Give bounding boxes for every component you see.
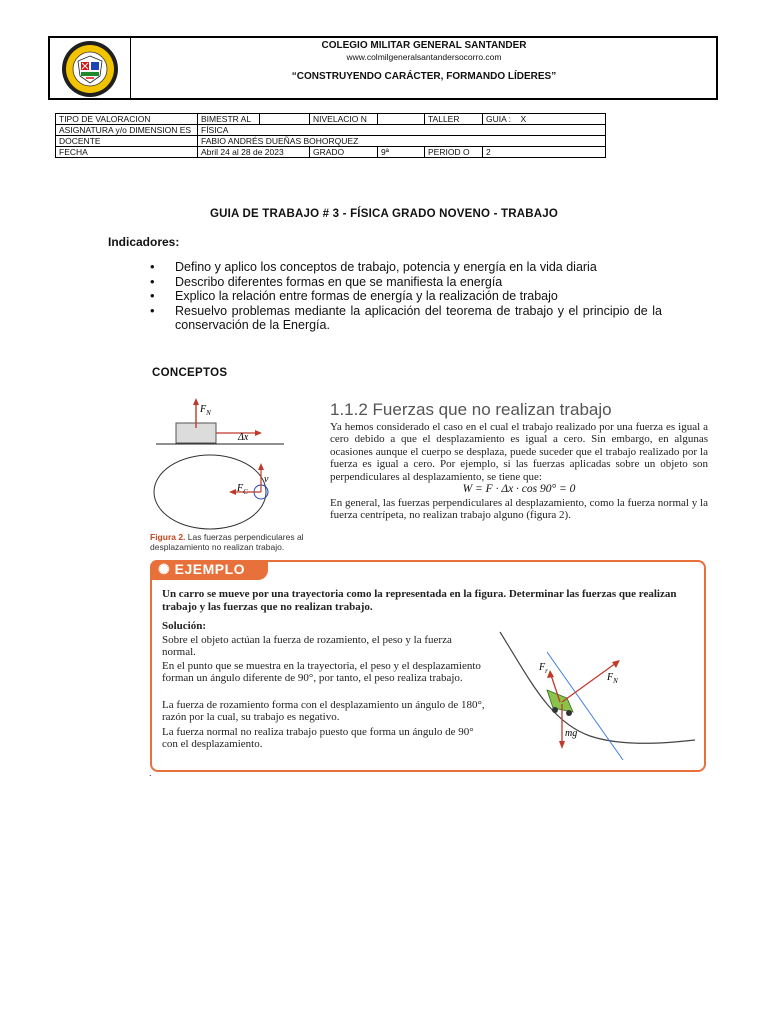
- cell-grado: 9ª: [378, 147, 425, 158]
- school-website: www.colmilgeneralsantandersocorro.com: [346, 52, 502, 62]
- indicators-list: [150, 260, 662, 333]
- cell-empty: [378, 114, 425, 125]
- solution-paragraph: La fuerza de rozamiento forma con el desplazamiento un ángulo de 180°, razón por la cual, su trabajo es negativo.: [162, 699, 485, 724]
- v-label: v: [264, 474, 269, 485]
- fc-label: $F_C$: [237, 483, 248, 496]
- cell-bimestral: BIMESTR AL: [198, 114, 260, 125]
- school-header: [48, 36, 718, 100]
- indicators-title: Indicadores:: [108, 235, 180, 249]
- guide-title: GUIA DE TRABAJO # 3 - FÍSICA GRADO NOVENO - TRABAJO: [210, 208, 558, 220]
- gear-icon: ✺: [158, 561, 171, 577]
- section-body: Ya hemos considerado el caso en el cual el trabajo realizado por una fuerza es igual a cero debido a que el desplazamiento es igual a cero. Sin embargo, en algunas ocasiones aunque el cuerpo se desplaza, puede suceder que el trabajo realizado por la fuerza es igual a cero. Por ejemplo, si las fuerzas aplicadas sobre un objeto son perpendiculares al desplazamiento, se tiene que:: [330, 421, 708, 483]
- list-item: • Explico la relación entre formas de energía y la realización de trabajo: [150, 289, 662, 304]
- figure-caption: [150, 532, 310, 552]
- guia-mark: X: [520, 114, 527, 124]
- figure-2-diagram: [150, 392, 310, 534]
- fn-label: $F_N$: [607, 672, 618, 685]
- cell-periodo: 2: [483, 147, 606, 158]
- school-logo: [50, 38, 130, 98]
- info-table: [55, 113, 606, 158]
- school-name: COLEGIO MILITAR GENERAL SANTANDER: [321, 40, 527, 51]
- list-item: • Describo diferentes formas en que se manifiesta la energía: [150, 275, 662, 290]
- dx-label: Δx: [238, 432, 249, 443]
- section-body-2: En general, las fuerzas perpendiculares al desplazamiento, como la fuerza normal y la fuerza centrípeta, no realizan trabajo alguno (figura 2).: [330, 497, 708, 522]
- section-title: 1.1.2 Fuerzas que no realizan trabajo: [330, 400, 612, 419]
- cell-guia: [483, 114, 606, 125]
- cell-grado-label: GRADO: [310, 147, 378, 158]
- solution-paragraph: En el punto que se muestra en la trayectoria, el peso y el desplazamiento forman un ángulo diferente de 90°, por tanto, el peso realiza trabajo.: [162, 660, 481, 685]
- concepts-title: CONCEPTOS: [152, 367, 228, 379]
- cell-periodo-label: PERIOD O: [425, 147, 483, 158]
- fr-label: $F_r$: [539, 662, 548, 675]
- example-question: Un carro se mueve por una trayectoria como la representada en la figura. Determinar las fuerzas que realizan trabajo y las fuerzas que no realizan trabajo.: [162, 588, 677, 613]
- table-row: [56, 136, 606, 147]
- table-row: [56, 125, 606, 136]
- figure-caption-text: Las fuerzas perpendiculares al desplazamiento no realizan trabajo.: [150, 532, 304, 552]
- solution-paragraph: La fuerza normal no realiza trabajo puesto que forma un ángulo de 90° con el desplazamiento.: [162, 726, 474, 751]
- cell-asignatura-label: ASIGNATURA y/o DIMENSION ES: [56, 125, 198, 136]
- cell-fecha-label: FECHA: [56, 147, 198, 158]
- cell-asignatura: FÍSICA: [198, 125, 606, 136]
- trajectory-curve: [500, 632, 695, 743]
- section-formula: W = F · Δx · cos 90° = 0: [462, 483, 576, 495]
- cell-nivelacion: NIVELACIO N: [310, 114, 378, 125]
- solution-paragraph: Sobre el objeto actúan la fuerza de rozamiento, el peso y la fuerza normal.: [162, 634, 452, 659]
- cell-tipo-label: TIPO DE VALORACION: [56, 114, 198, 125]
- table-row: [56, 147, 606, 158]
- cell-docente: FABIO ANDRÉS DUEÑAS BOHORQUEZ: [198, 136, 606, 147]
- cell-docente-label: DOCENTE: [56, 136, 198, 147]
- table-row: [56, 114, 606, 125]
- cell-empty: [260, 114, 310, 125]
- solution-label: Solución:: [162, 620, 207, 632]
- fn-label: $F_N$: [200, 404, 211, 417]
- guia-label: GUIA :: [486, 114, 512, 124]
- school-motto: “CONSTRUYENDO CARÁCTER, FORMANDO LÍDERES”: [291, 71, 557, 82]
- list-item: • Resuelvo problemas mediante la aplicación del teorema de trabajo y el principio de la conservación de la Energía.: [150, 304, 662, 333]
- cell-taller: TALLER: [425, 114, 483, 125]
- cell-fecha: Abril 24 al 28 de 2023: [198, 147, 310, 158]
- mg-label: mg: [565, 728, 578, 739]
- example-label: ✺ EJEMPLO: [158, 561, 246, 577]
- list-item: • Defino y aplico los conceptos de trabajo, potencia y energía en la vida diaria: [150, 260, 662, 275]
- figure-caption-label: Figura 2.: [150, 532, 186, 542]
- school-logo-cell: [50, 38, 131, 98]
- trailing-mark: .: [149, 768, 152, 778]
- car-trajectory-diagram: [495, 630, 705, 770]
